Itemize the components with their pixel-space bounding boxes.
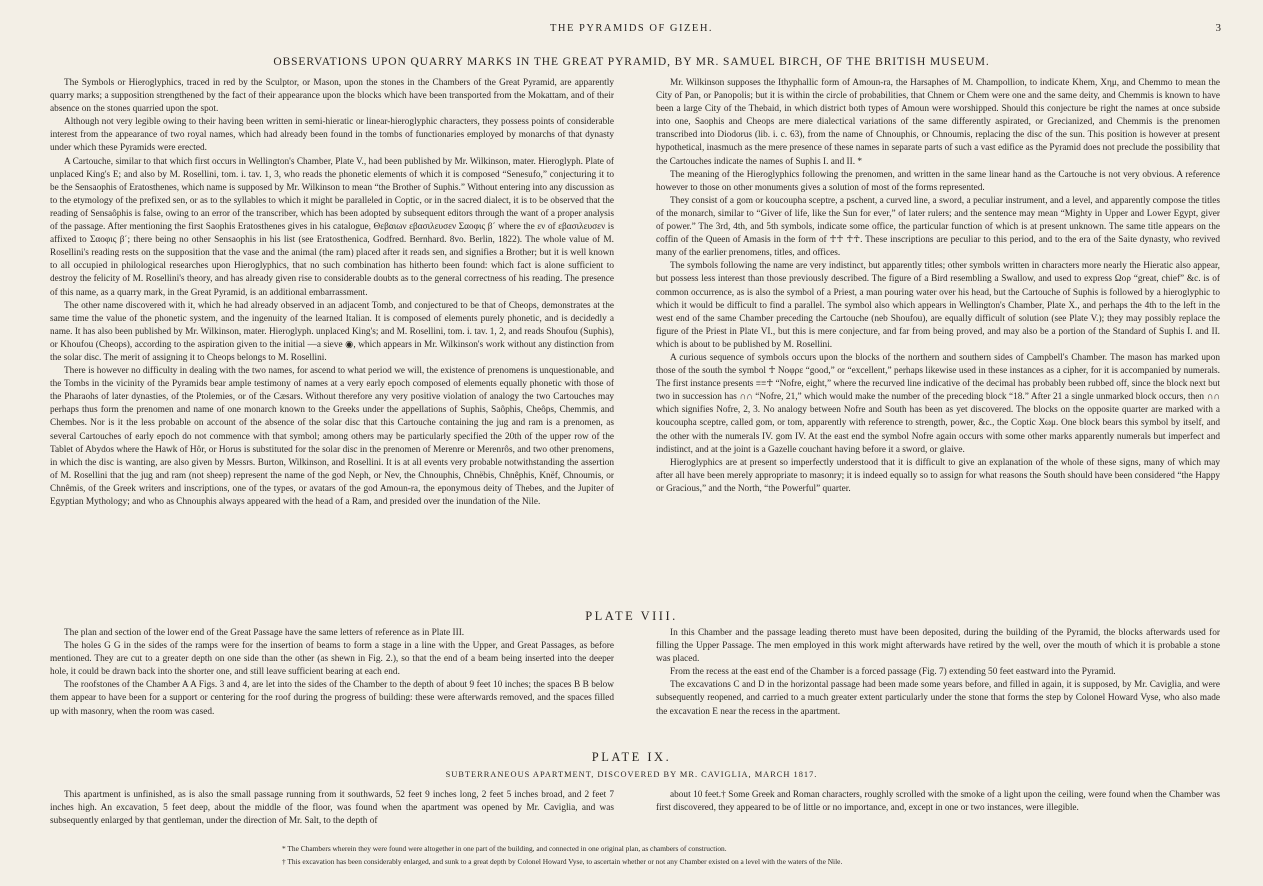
paragraph: This apartment is unfinished, as is also the small passage running from it southwards, 52 feet 9 inches long, 2 feet 5 inches broad, and 2 feet 7 inches high. An excavation, 5 feet deep, about the middle of the floor, was found when the apartment was opened by Mr. Caviglia, and was subsequently enlarged by that gentleman, under the direction of Mr. Salt, to the depth of xyxy=(50,790,614,827)
paragraph: The excavations C and D in the horizontal passage had been made some years before, and filled in again, it is supposed, by Mr. Caviglia, and were subsequently reopened, and carried to a much greater extent particularly under the stone that forms the step by Colonel Howard Vyse, who also made the excavation E near the recess in the apartment. xyxy=(656,680,1220,717)
plate-9-right-column xyxy=(656,789,1220,833)
running-title: THE PYRAMIDS OF GIZEH. xyxy=(549,23,714,34)
observations-section xyxy=(50,77,1220,597)
paragraph: The other name discovered with it, which he had already observed in an adjacent Tomb, and conjectured to be that of Cheops, demonstrates at the same time the value of the phonetic system, and the ingenuity of the learned Italian. It is composed of elements purely phonetic, and is decidedly a name. It has also been published by Mr. Wilkinson, mater. Hieroglyph. unplaced King's; and M. Rosellini, tom. i. tav. 1, 2, and reads Shoufou (Suphis), or Khoufou (Cheops), according to the aspiration given to the initial —a sieve ◉, which appears in Mr. Wilkinson's work without any distinction from the solar disc. The merit of assigning it to Cheops belongs to M. Rosellini. xyxy=(50,300,614,363)
paragraph: Mr. Wilkinson supposes the Ithyphallic form of Amoun-ra, the Harsaphes of M. Champollion, to indicate Khem, Χημ, and Chemmo to mean the City of Pan, or Panopolis; but it is within the circle of probabilities, that Chnem or Chem were one and the same deity, and Chemmis is known to have been a large City of the Thebaid, in which district both types of Amoun were worshipped. Should this conjecture be right the names at once subside into one, Saophis and Cheops are mere dialectical variations of the same differently aspirated, or Grecianized, and Chemmis is the prenomen transcribed into Diodorus (lib. i. c. 63), from the name of Chnouphis, or Chnoumis, replacing the disc of the sun. This position is however at present hypothetical, inasmuch as the mere presence of these names in separate parts of such a vast edifice as the Pyramid does not preclude the possibility that the Cartouches indicate the names of Suphis I. and II. * xyxy=(656,78,1220,167)
article-title: OBSERVATIONS UPON QUARRY MARKS IN THE GREAT PYRAMID, BY MR. SAMUEL BIRCH, OF THE BRITISH MUSEUM. xyxy=(273,56,990,68)
paragraph: The symbols following the name are very indistinct, but apparently titles; other symbols written in characters more nearly the Hieratic also appear, but possess less interest than those previously described. The figure of a Bird resembling a Swallow, and used to express Ωορ “great, chief” &c. is of common occurrence, as is also the symbol of a Priest, a man pouring water over his head, but the Cartouche of Suphis is followed by a hieroglyphic to which it would be difficult to find a parallel. The symbol also which appears in Wellington's Chamber, Plate X., and perhaps the 4th to the left in the west end of the same Chamber preceding the Cartouche (neb Shoufou), are equally difficult of solution (see Plate V.); they may possibly replace the figure of the Priest in Plate VI., but this is mere conjecture, and far from being proved, and may also be a portion of the Standard of Suphis I. and II. which is about to be published by M. Rosellini. xyxy=(656,261,1220,350)
paragraph: There is however no difficulty in dealing with the two names, for ascend to what period we will, the existence of prenomens is unquestionable, and the Tombs in the vicinity of the Pyramids bear ample testimony of names at a very early epoch composed of elements equally phonetic with those of the Pharaohs of later dynasties, of the Ptolemies, or of the Cæsars. Without therefore any very positive violation of analogy the two Cartouches may perhaps thus form the prenomen and name of one monarch known to the Greeks under the appellations of Suphis, Saôphis, Cheôps, Chemmis, and Chembes. Nor is it the less probable on account of the absence of the solar disc that this Cartouche containing the jug and ram is a prenomen, as several Cartouches of early epoch do not commence with that symbol; among others may be particularly specified the 20th of the upper row of the Tablet of Abydos where the Hawk of Hôr, or Horus is substituted for the solar disc in the prenomen of Merenre or Merenrôs, and two other prenomens, in which the disc is wanting, are also given by Messrs. Burton, Wilkinson, and Rosellini. It is at all events very probable notwithstanding the assertion of M. Rosellini that the jug and ram (not sheep) represent the name of the god Neph, or Nev, the Chnouphis, Chnëbis, Chnêphis, Knëf, Chnoumis, or Chnêmis, of the Greek writers and inscriptions, one of the types, or avatars of the god Amoun-ra, the eponymous deity of Thebes, and the Jupiter of Egyptian Mythology; and who as Chnouphis always appeared with the head of a Ram, and presided over the inundation of the Nile. xyxy=(50,366,614,507)
plate-9-left-column xyxy=(50,789,614,833)
paragraph: The roofstones of the Chamber A A Figs. 3 and 4, are let into the sides of the Chamber to the depth of about 9 feet 10 inches; the spaces B B below them appear to have been for a support or centering for the roof during the progress of building: these were afterwards removed, and the spaces filled up with masonry, when the room was cased. xyxy=(50,680,614,717)
paragraph: about 10 feet.† Some Greek and Roman characters, roughly scrolled with the smoke of a light upon the ceiling, were found when the Chamber was first discovered, they appeared to be of little or no importance, and, except in one or two instances, were illegible. xyxy=(656,790,1220,814)
footnotes xyxy=(282,842,1222,868)
footnote: † This excavation has been considerably enlarged, and sunk to a great depth by Colonel Howard Vyse, to ascertain whether or not any Chamber existed on a level with the waters of the Nile. xyxy=(282,857,843,866)
paragraph: Although not very legible owing to their having been written in semi-hieratic or linear-hieroglyphic characters, they possess points of considerable interest from the appearance of two royal names, which had already been found in the tombs of functionaries employed by monarchs of that dynasty under which these Pyramids were erected. xyxy=(50,117,614,154)
paragraph: From the recess at the east end of the Chamber is a forced passage (Fig. 7) extending 50 feet eastward into the Pyramid. xyxy=(670,667,1116,678)
plate-9-heading: PLATE IX. xyxy=(591,750,672,764)
observations-right-column xyxy=(656,77,1220,597)
footnote: * The Chambers wherein they were found were altogether in one part of the building, and connected in one original plan, as chambers of construction. xyxy=(282,844,727,853)
page-number: 3 xyxy=(1215,22,1221,34)
plate-8-section xyxy=(50,627,1220,737)
paragraph: The holes G G in the sides of the ramps were for the insertion of beams to form a stage in a line with the Upper, and Great Passages, as before mentioned. They are cut to a greater depth on one side than the other (as shewn in Fig. 2.), so that the end of a beam being inserted into the deeper hole, it could be drawn back into the shorter one, and still leave sufficient bearing at each end. xyxy=(50,641,614,678)
plate-9-section xyxy=(50,789,1220,833)
plate-9-subheading: SUBTERRANEOUS APARTMENT, DISCOVERED BY MR. CAVIGLIA, MARCH 1817. xyxy=(445,770,818,779)
observations-left-column xyxy=(50,77,614,597)
plate-8-left-column xyxy=(50,627,614,737)
paragraph: A curious sequence of symbols occurs upon the blocks of the northern and southern sides of Campbell's Chamber. The mason has marked upon those of the south the symbol ☥ Νοφρε “good,” or “excellent,” perhaps likewise used in these instances as a cipher, for it is accompanied by numerals. The first instance presents ≡≡☥ “Nofre, eight,” where the recurved line indicative of the decimal has probably been rubbed off, since the block next but two in succession has ∩∩ “Nofre, 21,” which would make the number of the preceding block “18.” After 21 a single unmarked block occurs, then ∩∩ which signifies Nofre, 2, 3. No analogy between Nofre and South has been as yet discovered. The blocks on the opposite quarter are marked with a koucoupha sceptre, called gom, or tom, apparently with reference to strength, power, &c., the Coptic Χωμ. One block bears this symbol by itself, and the other with the numerals IV. gom IV. At the east end the symbol Nofre again occurs with some other marks apparently numerals but imperfect and indistinct, and at the joint is a Gazelle couchant having before it a sword, or glaive. xyxy=(656,352,1220,455)
paragraph: The meaning of the Hieroglyphics following the prenomen, and written in the same linear hand as the Cartouche is not very obvious. A reference however to those on other monuments gives a solution of most of the forms represented. xyxy=(656,169,1220,193)
paragraph: They consist of a gom or koucoupha sceptre, a pschent, a curved line, a sword, a peculiar instrument, and a level, and apparently compose the titles of the monarch, similar to “Giver of life, like the Sun for ever,” of later rulers; and the sentence may mean “Mighty in Upper and Lower Egypt, giver of power.” The 3rd, 4th, and 5th symbols, indicate some office, the particular function of which is at present unknown. The same title appears on the coffin of the Queen of Amasis in the form of ☥☥ ☥☥. These inscriptions are peculiar to this period, and to the era of the Saite dynasty, who revived many of the earlier prenomens, titles, and offices. xyxy=(656,195,1220,259)
plate-8-heading: PLATE VIII. xyxy=(585,609,678,623)
paragraph: A Cartouche, similar to that which first occurs in Wellington's Chamber, Plate V., had been published by Mr. Wilkinson, mater. Hieroglyph. Plate of unplaced King's E; and also by M. Rosellini, tom. i. tav. 1, 3, who reads the phonetic elements of which it is composed “Senesufo,” conjecturing it to be the Sensaophis of Eratosthenes, which name is supposed by Mr. Wilkinson to mean “the Brother of Suphis.” Without entering into any discussion as to the etymology of the prefixed sen, or as to the syllables to which it might be paralleled in Coptic, or in the sacred dialect, it is to be observed that the reading of Sensaôphis is false, owing to an error of the transcriber, which has been adopted by subsequent editors through the want of a proper analysis of the passage. After mentioning the first Saophis Eratosthenes gives in his catalogue, Θεβαιων εβασιλευσεν Σαοφις β΄ where the εν of εβασιλευσεν is affixed to Σαοφις β΄; there being no other Sensaophis in his list (see Eratosthenica, Godfred. Bernhard. 8vo. Berlin, 1822). The whole value of M. Rosellini's reading rests on the supposition that the vase and the animal (the ram) placed after it reads sen, and signifies a Brother; but it is well known to all occupied in philological researches upon Hieroglyphics, that no such combination has hitherto been found: which fact is alone sufficient to destroy the felicity of M. Rosellini's theory, and has already given rise to considerable doubts as to the general correctness of his reading. The presence of this name, as a quarry mark, in the Great Pyramid, is an additional embarrassment. xyxy=(50,156,614,298)
paragraph: The Symbols or Hieroglyphics, traced in red by the Sculptor, or Mason, upon the stones in the Chambers of the Great Pyramid, are apparently quarry marks; a supposition strengthened by the fact of their appearance upon the blocks which have been transported from the Mokattam, and of their absence on the stones quarried upon the spot. xyxy=(50,78,614,115)
paragraph: In this Chamber and the passage leading thereto must have been deposited, during the building of the Pyramid, the blocks afterwards used for filling the Upper Passage. The men employed in this work might afterwards have retired by the well, over the mouth of which it is probable a stone was placed. xyxy=(656,628,1220,665)
plate-8-right-column xyxy=(656,627,1220,737)
paragraph: Hieroglyphics are at present so imperfectly understood that it is difficult to give an explanation of the whole of these signs, many of which may after all have been merely appropriate to masonry; it is indeed equally so to assign for what reasons the South should have been considered “the Happy or Gracious,” and the North, “the Powerful” quarter. xyxy=(656,457,1220,494)
paragraph: The plan and section of the lower end of the Great Passage have the same letters of reference as in Plate III. xyxy=(64,628,465,638)
